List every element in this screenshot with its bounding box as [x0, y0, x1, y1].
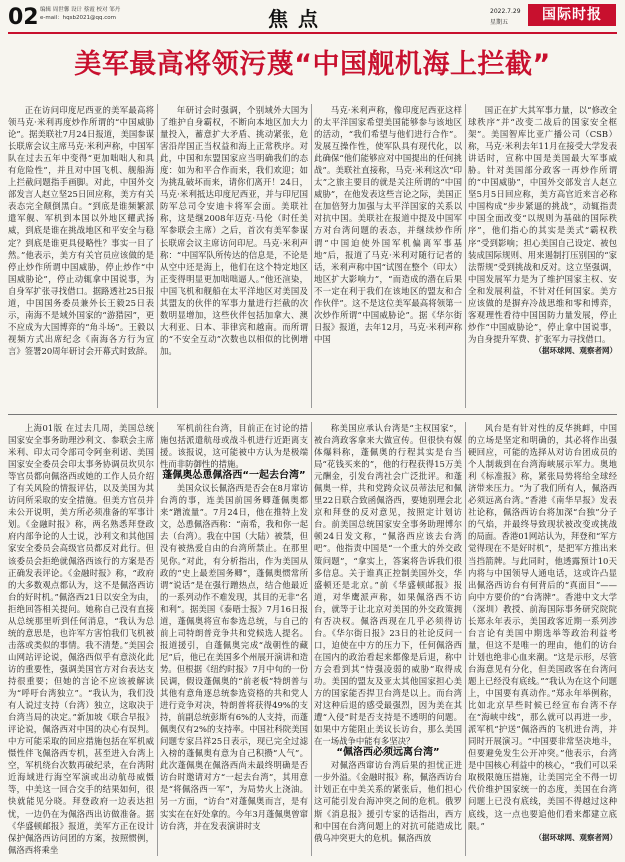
section-title: 焦点 [268, 7, 328, 31]
bottom-col3a-text: 称美国应承认台湾是“主权国家”，被台湾政客拿来大做宣传。但很快有媒体爆料称，蓬佩奥的行程其实是台当局“花钱买来的”，他的行程获得15万美元酬金，引发台湾社会广泛批评。和蓬佩奥一样，共和党跨众议员蒂法尼和佩里22日联合致函佩洛西，要她别理会北京和拜登的反对意见，按照定计划访台。前美国总统国家安全事务助理博尔顿24日发文称，“佩洛西应该去台湾吧”。他指责中国是“一个重大的外交政策问题”，“拿实上，答案将告诉我们很多信息。关于谁真正控制美国外交，华盛顿还是北京。”前《华盛顿邮报》报道，对华鹰派声称，如果佩洛西不访台，就等于让北京对美国的外交政策拥有否决权。佩洛西现在几乎必须得访台。《华尔街日报》23日的社论反问一口，迫使在中方的压力下，任何佩洛西在国内的政治看起来都像是后退，称中方会看到其“恃强凌弱的威胁”取得成功。美国的盟友及亚太其他国家担心美方的国家能否捍卫台湾是以上。而台湾对这种后退的感受最强烈，因为美在其遭“入侵”时是否支持是不透明的问题。如果中方能阻止美议长访台，那么美国在一场战争中能有多坚决？ [314, 423, 462, 747]
bottom-source: （据环球网、观察者网） [534, 832, 617, 842]
bottom-col2b-text: 美国众议长佩洛西是否会在8月窜访台湾的事，连美国前国务卿蓬佩奥都来“蹭流量”。7月24日，他在推特上发文，怂恿佩洛西称：“南希，我和你一起去（台湾）。我在中国（大陆）被禁，但没有被热爱自由的台湾所禁止。在那里见你。”对此，有分析指出，作为美国从政的“史上最差国务卿”，蓬佩奥惯常所谓“说话”是在强行蹭热点，结合他最近的一系列动作不难发现，其目的无非“名和利”。据美国《泰晤士报》7月16日报道，蓬佩奥将宣布参选总统，与自己的前上司特朗普竞争共和党候选人提名。报道援引，自蓬佩奥完成“战朝性的藏尼”后，他已在美国多个州展开演讲和造势。但根据《纽约时报》7月中旬的一份民调，假设蓬佩奥的“前老板”特朗普与其他有意角逐总统参选资格的共和党人进行竞争对决，特朗普将获得49%的支持，前副总统彭斯有6%的人支持，而蓬佩奥仅有2%的支持率。中国社科院美国问题专家吕祥25日表示，现已完全过滤入榜的蓬佩奥有意为自己积攒“人气”。此次蓬佩奥在佩洛西尚未最终明确是否访台时邀请对方“一起去台湾”，其用意是“将佩洛西一军”，为局势火上浇油。另一方面，“访台”对蓬佩奥而言，是有实实在在好处拿的。今年3月蓬佩奥曾窜访台湾，并在发表演讲时支 [160, 483, 308, 831]
staff-credits [40, 6, 150, 22]
column-divider [465, 422, 466, 856]
subheading-pompeo: 蓬佩奥怂恿佩洛西“一起去台湾” [162, 470, 306, 482]
bottom-column-2 [160, 422, 308, 856]
column-divider [311, 422, 312, 856]
bottom-column-4 [468, 422, 617, 856]
staff-email: e-mail：hqsb2021@qq.com [40, 15, 116, 21]
top-column-1 [8, 104, 154, 408]
weekday-text: 星期五 [490, 19, 509, 26]
bottom-col1-text: 上海01版 在过去几周，美国总统国家安全事务助理沙利文、参联会主席米利、印太司令部司令阿奎利诺、美国国家安全委员会印太事务协调员坎贝尔等官员都向佩洛西或她的工作人员介绍了有关风险的情报评估，以及美国为其访问所采取的安全措施。但美方官员并未公开说明，美方所必须准备的军事计划。《金融时报》称，两名熟悉拜登政府内部争论的人士说，沙利文和其他国家安全委员会高级官员都反对此行。但该委员会拒绝就佩洛西该行的方案是否正确发表评论。《金融时报》称，“政府的大多数观点都认为，这不是佩洛西访台的好时机。”佩洛西21日以安全为由，拒绝回答相关提问。她称自己没有直接从总统那里听到任何消息，“我认为总统的意思是，也许军方害怕我们飞机被击落或类似的事情。我不清楚。”美国会山网站评论说，佩洛西似乎有意淡化此访的重要性，强调美国官方对台表达支持很重要；但她的言论不应该被解读为“呼吁台湾独立”。“我认为，我们没有人说过支持（台湾）独立，这取决于台湾当局的决定。”新加坡《联合早报》评论说，佩洛西对中国的决心有误判。中方可能采取的回应措施包括在军机威慑性伴飞佩洛西专机，甚至进入台湾上空，军机绕台次数再破纪录，在台湾附近海域进行海空军演或出动航母威慑等，中美这一回合交手的结果如何，很快就能见分晓。拜登政府一边表达担忧，一边仍在为佩洛西出访做准备。据《华盛顿邮报》报道，美军方正在设计保护佩洛西访问团的方案，按照惯例，佩洛西将乘坐 [8, 423, 154, 855]
top-col4-text: 国正在扩大其军事力量，以“修改全球秩序”并“改变二战后的国家安全框架”。美国智库比亚广播公司（CSB）称，马克·米利去年11月在接受大学发表讲话时，宣称中国是美国最大军事威胁。针对美国部分政客一再炒作所谓的“中国威胁”，中国外交部发言人赵立坚5月5日回应称，美方高官近来言必称中国构成“步步紧逼的挑战”，动辄指责中国全面改变“以规则为基础的国际秩序”，他们指心的其实是美式“霸权秩序”受到影响；担心美国自己设定、被包装成国际规则、用来遏制打压别国的“家法帮规”受到挑战和反对。这立坚强调，中国发展军力是为了维护国家主权、安全和发展利益，不针对任何国家。美方应该做的是摒弃冷战思维和零和博弈，客观理性看待中国国防力量发展，停止炒作“中国威胁论”，停止拿中国说事，为自身提升军费、扩张军力寻找借口。 [468, 105, 617, 344]
top-col3-text: 马克·米利声称，像印度尼西亚这样的太平洋国家希望美国能够参与该地区的活动，“我们希望与他们进行合作”。发展互操作性，使军队具有现代化，以此确保“他们能够应对中国提出的任何挑战”。美联社直接称，马克·米利这次“印太”之旅主要目的就是关注所谓的“中国威胁”，在他发表这些言论之际，美国正在加倍努力加强与太平洋国家的关系以对抗中国。美联社在报道中提及中国军方对台湾问题的表态，并继续炒作所谓“中国迫使外国军机偏离军事基地”后，报道了马克·米利对随行记者的话，米利声称中国“试图在整个（印太）地区扩大影响力”，“而造成的潜在后果不一定在利于我们在该地区的盟友和合作伙伴”。这不是这位美军最高将领第一次炒作所谓“中国威胁论”。据《华尔街日报》报道，去年12月，马克·米利声称中国 [314, 105, 462, 344]
bottom-col3b-text: 对佩洛西窜访台湾后果的担忧正进一步外溢。《金融时报》称，佩洛西访台计划正在中美关系的紧张后，他们担心这可能引发台海冲突之间的危机。俄罗斯《消息报》援引专家的话指出，西方和中国在台湾问题上的对抗可能造成比俄乌冲突更大的危机。佩洛西放 [314, 760, 462, 843]
column-divider [311, 104, 312, 408]
top-column-4 [468, 104, 617, 412]
header-rule [8, 32, 617, 34]
subheading-pelosi: “佩洛西必须远离台湾” [336, 747, 440, 759]
top-source: （据环球网、观察者网） [534, 345, 617, 355]
staff-names: 编辑 周世馨 设计 蔡霞 校对 邹丹 [40, 7, 121, 13]
page-number: 02 [8, 5, 39, 30]
top-column-2 [160, 104, 308, 408]
newspaper-logo: 国际时报 [528, 4, 616, 26]
column-divider [465, 104, 466, 408]
headline: 美军最高将领污蔑“中国舰机海上拦截” [74, 49, 551, 80]
top-column-3 [314, 104, 462, 408]
masthead [0, 0, 625, 34]
issue-date [490, 6, 521, 28]
bottom-column-1 [8, 422, 154, 856]
bottom-col4-text: 风台是有针对性的反华挑衅，中国的立场是坚定和明确的，其必将作出强硬回应，可能的选择从对访台团成员的个人制裁到在台湾海峡展示军力。奥地利《标准报》称，紧张局势将给全球经济带来压力。“为了我们所有人，佩洛西必须远离台湾。”香港《南华早报》发表社论称，佩洛西访台将加深“台独”分子的气焰，并最终导致现状被改变或挑战的局面。香港01网站认为，拜登和“军方觉得现在不是好时机”，是把军方推出来当挡箭牌。与此同时，他透露预计10天内将与中国领导人通电话，这或许凸显出佩洛西访台有何背后的“真面目”——向中方要价的“台湾牌”。香港中文大学（深圳）教授、前海国际事务研究院院长郑永年表示，美国政客近期一系列涉台言论有美国中期选举等政治利益考量，但这不是唯一的理由，他们的访台计划也绝非心血来潮。“这是示形，尽管台海意见有分化，但美国政客在台湾问题上已经没有底线。”“我认为在这个问题上，中国要有真动作。”郑永年举例称，比如北京早些时候已经宣布台湾不存在“海峡中线”，那么就可以再进一步，派军机“护送”佩洛西的飞机进台湾，并同时开展演习。“中国要非常坚决地斗，但要避免发生公开冲突。”他表示，台湾是中国核心利益中的核心，“我们可以采取极限施压措施，让美国完全不得一切代价维护国家统一的态度，美国在台湾问题上已没有底线，美国不得越过这种底线，这一点也要追他们看来都建立底限。” [468, 423, 617, 831]
bottom-col2a-text: 军机前往台湾，目前正在讨论的措施包括派遣航母或战斗机进行近距离支援。该报说，这可能被中方认为是极端性而非防御性的措施。 [160, 423, 308, 470]
date-text: 2022.7.29 [490, 8, 521, 15]
column-divider [157, 104, 158, 408]
top-col2-text: 年研讨会时强调，个别域外大国为了维护自身霸权，不断向本地区加大力量投入，蓄意扩大矛盾、挑动紧张，危害沿岸国正当权益和海上正常秩序。对此，中国和东盟国家应当明确我们的态度：如为和平合作而来，我们欢迎；如为挑乱破坏而来，请你们离开！24日，马克·米利抵达印度尼西亚，并与印尼国防军总司令安迪卡将军会面。美联社称，这是继2008年迈克·马伦（时任美军参联会主席）之后，首次有美军参谋长联席会议主席访问印尼。马克·米利声称：“中国军队所传达的信息是，不论是从空中还是海上，他们在这个特定地区正变得明显更加咄咄逼人。”他还渲染，中国飞机和舰船在太平洋地区对美国及其盟友的伙伴的军事力量进行拦截的次数明显增加，这些伙伴包括加拿大、澳大利亚、日本、菲律宾和越南。而所谓的“不安全互动”次数也以相似的比例增加。 [160, 105, 308, 356]
bottom-column-3 [314, 422, 462, 856]
top-col1-text: 正在访问印度尼西亚的美军最高将领马克·米利再度炒作所谓的“中国威胁论”。据美联社7月24日报道，美国参谋长联席会议主席马克·米利声称，中国军队在过去五年中变得“更加咄咄人和具有危险性”，并且对中国飞机、舰船海上拦截问题指手画脚。对此，中国外交部发言人赵立坚25日回应称，美方有关表态完全颠倒黑白。“到底是谁频繁派遣军舰、军机到本国以外地区耀武扬威，到底是谁在挑战地区和平安全与稳定？到底是谁更具侵略性？事实一目了然。”他表示，美方有关官员应该做的是停止炒作所谓中国威胁，停止炒作“中国威胁论”，停止动辄拿中国说事，为自身军扩张寻找借口。据路透社25日报道，中国国务委员兼外长王毅25日表示，南海不是域外国家的“游猎园”，更不应成为大国博弈的“角斗场”。王毅以视频方式出席纪念《南海各方行为宣言》签署20周年研讨会开幕式时致辞。 [8, 105, 154, 356]
section-divider [8, 414, 617, 415]
column-divider [157, 422, 158, 856]
